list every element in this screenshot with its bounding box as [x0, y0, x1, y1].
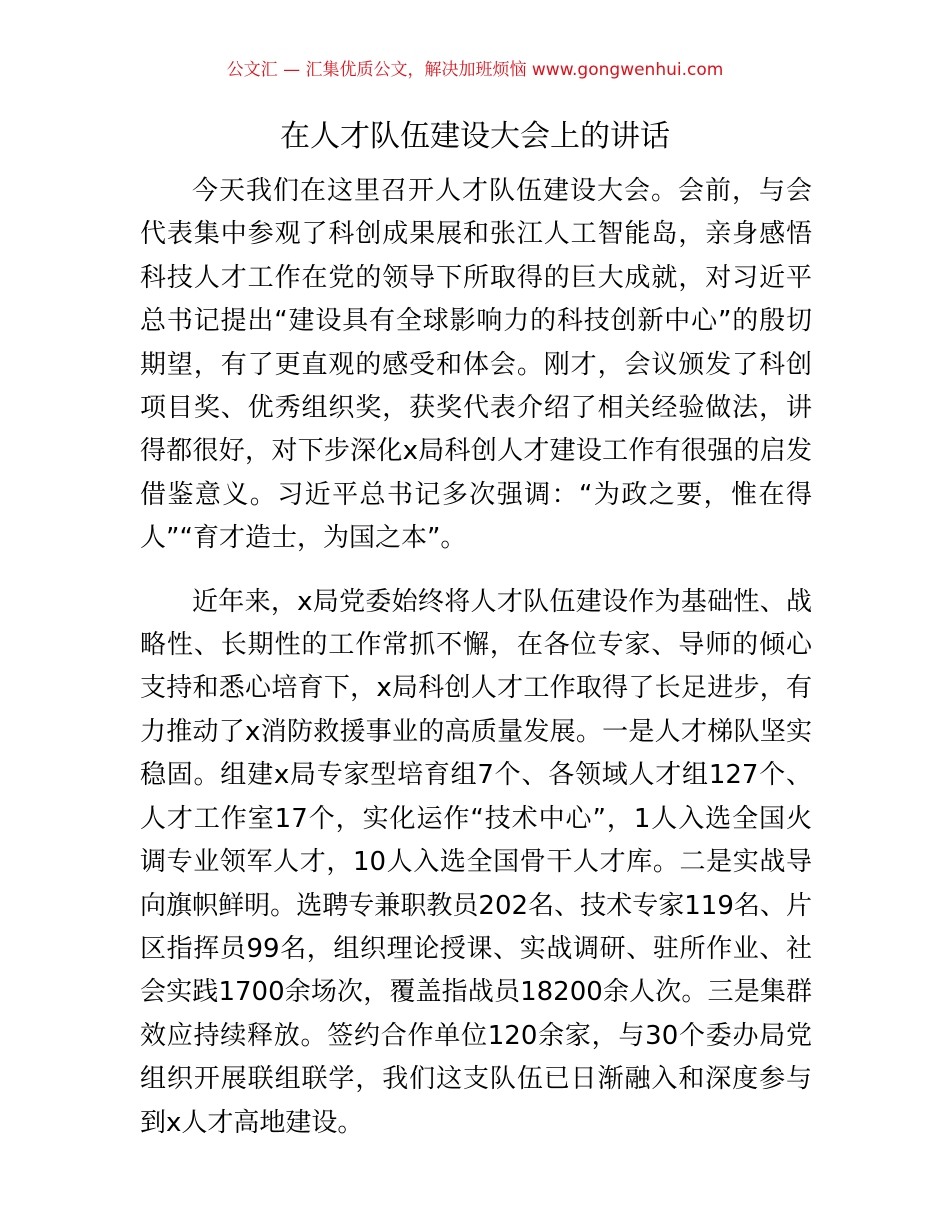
paragraph-opening: 今天我们在这里召开人才队伍建设大会。会前，与会代表集中参观了科创成果展和张江人工智能岛，亲身感悟科技人才工作在党的领导下所取得的巨大成就，对习近平总书记提出“建设具有全球影响力的科技创新中心”的殷切期望，有了更直观的感受和体会。刚才，会议颁发了科创项目奖、优秀组织奖，获奖代表介绍了相关经验做法，讲得都很好，对下步深化x局科创人才建设工作有很强的启发借鉴意义。习近平总书记多次强调：“为政之要，惟在得人”“育才造士，为国之本”。 [140, 176, 812, 554]
document-body [140, 170, 812, 1145]
document-title: 在人才队伍建设大会上的讲话 [280, 119, 670, 154]
source-banner: 公文汇 — 汇集优质公文，解决加班烦恼 www.gongwenhui.com [226, 60, 724, 80]
paragraph-achievements: 近年来，x局党委始终将人才队伍建设作为基础性、战略性、长期性的工作常抓不懈，在各位专家、导师的倾心支持和悉心培育下，x局科创人才工作取得了长足进步，有力推动了x消防救援事业的高质量发展。一是人才梯队坚实稳固。组建x局专家型培育组7个、各领域人才组127个、人才工作室17个，实化运作“技术中心”，1人入选全国火调专业领军人才，10人入选全国骨干人才库。二是实战导向旗帜鲜明。选聘专兼职教员202名、技术专家119名、片区指挥员99名，组织理论授课、实战调研、驻所作业、社会实践1700余场次，覆盖指战员18200余人次。三是集群效应持续释放。签约合作单位120余家，与30个委办局党组织开展联组联学，我们这支队伍已日渐融入和深度参与到x人才高地建设。 [140, 586, 812, 1138]
